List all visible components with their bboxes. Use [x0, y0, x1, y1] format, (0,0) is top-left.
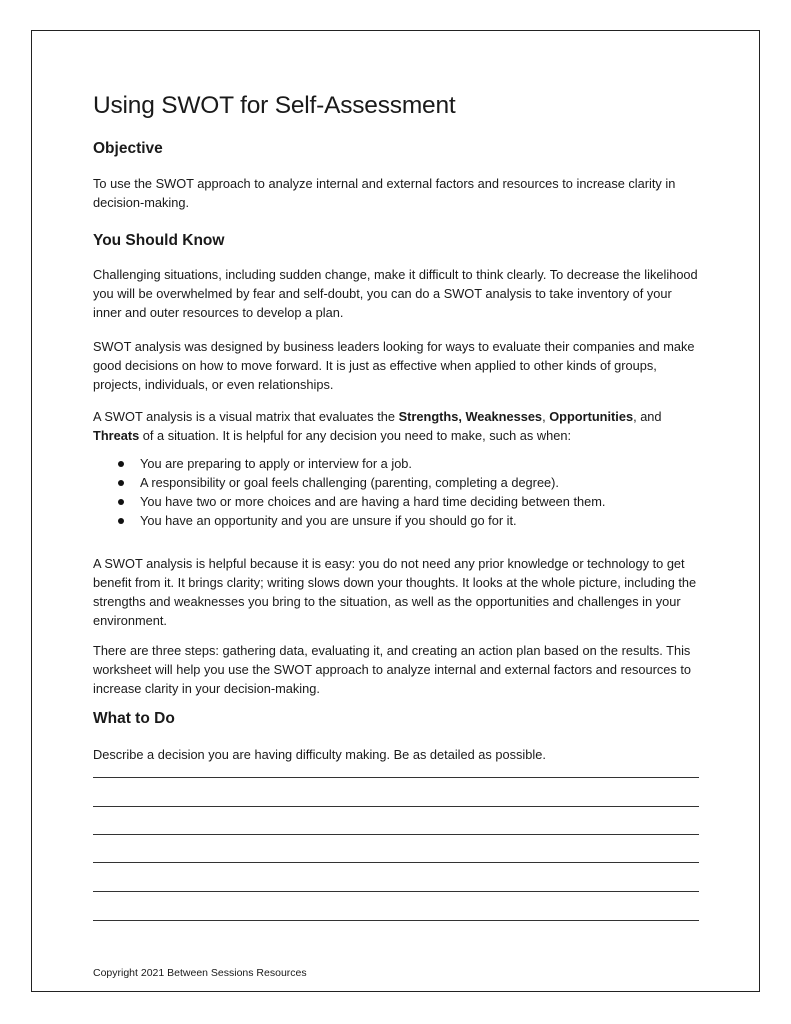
answer-line[interactable] — [93, 920, 699, 921]
strengths-term: Strengths, — [398, 409, 462, 424]
should-know-paragraph-5: There are three steps: gathering data, evaluating it, and creating an action plan based on the results. This worksheet will help you use the SWOT approach to analyze internal and external factors and resources to increase clarity in your decision-making. — [93, 643, 691, 696]
bullet-icon — [118, 480, 124, 486]
answer-line[interactable] — [93, 806, 699, 807]
p3-sep-3: , and — [633, 409, 662, 424]
copyright-footer: Copyright 2021 Between Sessions Resources — [93, 967, 307, 979]
should-know-paragraph-4: A SWOT analysis is helpful because it is easy: you do not need any prior knowledge or technology to get benefit from it. It brings clarity; writing slows down your thoughts. It looks at the whole picture, including the strengths and weaknesses you bring to the situation, as well as the opportunities and challenges in your environment. — [93, 556, 697, 628]
what-to-do-heading: What to Do — [93, 710, 175, 727]
bullet-icon — [118, 461, 124, 467]
list-item — [93, 511, 703, 530]
list-item — [93, 454, 703, 473]
list-item-text: You have two or more choices and are having a hard time deciding between them. — [140, 494, 606, 509]
bullet-icon — [118, 518, 124, 524]
objective-text: To use the SWOT approach to analyze internal and external factors and resources to increase clarity in decision-making. — [93, 176, 676, 210]
should-know-paragraph-3 — [93, 407, 703, 445]
list-item — [93, 473, 703, 492]
bullet-list — [93, 454, 703, 530]
page-title: Using SWOT for Self-Assessment — [93, 92, 456, 119]
should-know-paragraph-1: Challenging situations, including sudden change, make it difficult to think clearly. To decrease the likelihood you will be overwhelmed by fear and self-doubt, you can do a SWOT analysis to take inventory of your inner and outer resources to develop a plan. — [93, 267, 698, 320]
bullet-icon — [118, 499, 124, 505]
p3-text-after: of a situation. It is helpful for any decision you need to make, such as when: — [139, 428, 572, 443]
weaknesses-term: Weaknesses — [465, 409, 543, 424]
threats-term: Threats — [93, 428, 140, 443]
opportunities-term: Opportunities — [549, 409, 634, 424]
list-item-text: A responsibility or goal feels challenging (parenting, completing a degree). — [140, 475, 559, 490]
answer-line[interactable] — [93, 891, 699, 892]
list-item — [93, 492, 703, 511]
should-know-paragraph-2: SWOT analysis was designed by business leaders looking for ways to evaluate their companies and make good decisions on how to move forward. It is just as effective when applied to other kinds of groups, projects, individuals, or even relationships. — [93, 339, 695, 392]
answer-line[interactable] — [93, 834, 699, 835]
what-to-do-prompt: Describe a decision you are having difficulty making. Be as detailed as possible. — [93, 747, 546, 762]
list-item-text: You have an opportunity and you are unsure if you should go for it. — [140, 513, 517, 528]
p3-sep-2: , — [542, 409, 550, 424]
answer-line[interactable] — [93, 862, 699, 863]
answer-line[interactable] — [93, 777, 699, 778]
p3-text-before: A SWOT analysis is a visual matrix that evaluates the — [93, 409, 399, 424]
list-item-text: You are preparing to apply or interview for a job. — [140, 456, 412, 471]
should-know-heading: You Should Know — [93, 232, 225, 249]
objective-heading: Objective — [93, 140, 163, 157]
